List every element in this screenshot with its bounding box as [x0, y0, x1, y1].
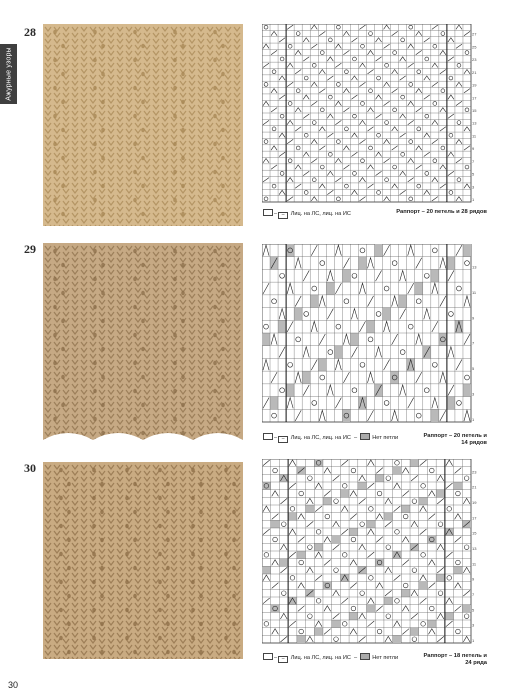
svg-text:9: 9	[472, 576, 475, 582]
swatch-image	[43, 243, 243, 440]
svg-text:13: 13	[472, 264, 477, 270]
svg-text:9: 9	[472, 315, 475, 321]
svg-text:19: 19	[472, 500, 477, 505]
svg-text:1: 1	[472, 417, 475, 422]
knit-symbol-icon	[263, 433, 273, 440]
swatch-image	[43, 24, 243, 226]
swatch-photo-30	[43, 462, 243, 659]
svg-text:1: 1	[472, 638, 475, 643]
section-side-tab	[0, 44, 17, 104]
svg-text:17: 17	[472, 515, 477, 521]
svg-text:7: 7	[472, 592, 475, 597]
svg-text:17: 17	[472, 95, 477, 101]
legend-28: – – Лиц. на ЛС, лиц. на ИС Раппорт – 20 петель и 28 рядов	[262, 209, 487, 219]
svg-text:7: 7	[472, 158, 475, 164]
svg-text:5: 5	[472, 366, 475, 372]
section-tab-label: Ажурные узоры	[5, 47, 12, 101]
svg-text:19: 19	[472, 82, 477, 88]
chart-28	[262, 24, 483, 206]
chart-29	[262, 244, 483, 426]
svg-text:7: 7	[472, 340, 475, 346]
svg-text:21: 21	[472, 484, 477, 490]
svg-text:3: 3	[472, 184, 475, 190]
svg-text:3: 3	[472, 622, 475, 628]
legend-text: Лиц. на ЛС, лиц. на ИС	[290, 435, 351, 441]
svg-text:13: 13	[472, 120, 477, 126]
repeat-label: Раппорт – 20 петель и 14 рядов	[423, 433, 487, 446]
no-stitch-label: Нет петли	[372, 435, 399, 441]
svg-text:15: 15	[472, 108, 477, 113]
chart-grid	[262, 459, 483, 647]
svg-text:11: 11	[472, 289, 477, 295]
chart-grid	[262, 244, 483, 426]
chart-grid	[262, 24, 483, 206]
purl-symbol-icon: –	[278, 436, 288, 443]
svg-text:9: 9	[472, 146, 475, 152]
legend-29: – – Лиц. на ЛС, лиц. на ИС – Нет петли Раппорт – 20 петель и 14 рядов	[262, 433, 487, 443]
repeat-label: Раппорт – 20 петель и 28 рядов	[396, 209, 487, 215]
purl-symbol-icon: –	[278, 656, 288, 663]
swatch-image	[43, 462, 243, 659]
purl-symbol-icon: –	[278, 212, 288, 219]
chart-30	[262, 459, 483, 647]
no-stitch-symbol-icon	[360, 653, 370, 660]
legend-text: Лиц. на ЛС, лиц. на ИС	[290, 211, 351, 217]
svg-text:1: 1	[472, 197, 475, 202]
svg-text:15: 15	[472, 530, 477, 536]
legend-text: Лиц. на ЛС, лиц. на ИС	[290, 655, 351, 661]
no-stitch-label: Нет петли	[372, 655, 399, 661]
pattern-number-30: 30	[24, 461, 36, 475]
pattern-number-29: 29	[24, 242, 36, 256]
svg-text:11: 11	[472, 561, 477, 567]
page-number: 30	[8, 680, 19, 690]
swatch-photo-28	[43, 24, 243, 226]
svg-text:25: 25	[472, 44, 477, 50]
svg-text:3: 3	[472, 391, 475, 397]
svg-text:23: 23	[472, 469, 477, 475]
svg-text:5: 5	[472, 607, 475, 613]
no-stitch-symbol-icon	[360, 433, 370, 440]
svg-text:13: 13	[472, 546, 477, 551]
svg-text:21: 21	[472, 69, 477, 75]
swatch-photo-29	[43, 243, 243, 440]
legend-30: – – Лиц. на ЛС, лиц. на ИС – Нет петли Раппорт – 18 петель и 24 ряда	[262, 653, 487, 663]
svg-text:5: 5	[472, 171, 475, 177]
knit-symbol-icon	[263, 653, 273, 660]
svg-text:23: 23	[472, 57, 477, 63]
pattern-number-28: 28	[24, 25, 36, 39]
repeat-label: Раппорт – 18 петель и 24 ряда	[423, 653, 487, 666]
svg-text:27: 27	[472, 31, 477, 37]
knit-symbol-icon	[263, 209, 273, 216]
svg-text:11: 11	[472, 133, 477, 139]
